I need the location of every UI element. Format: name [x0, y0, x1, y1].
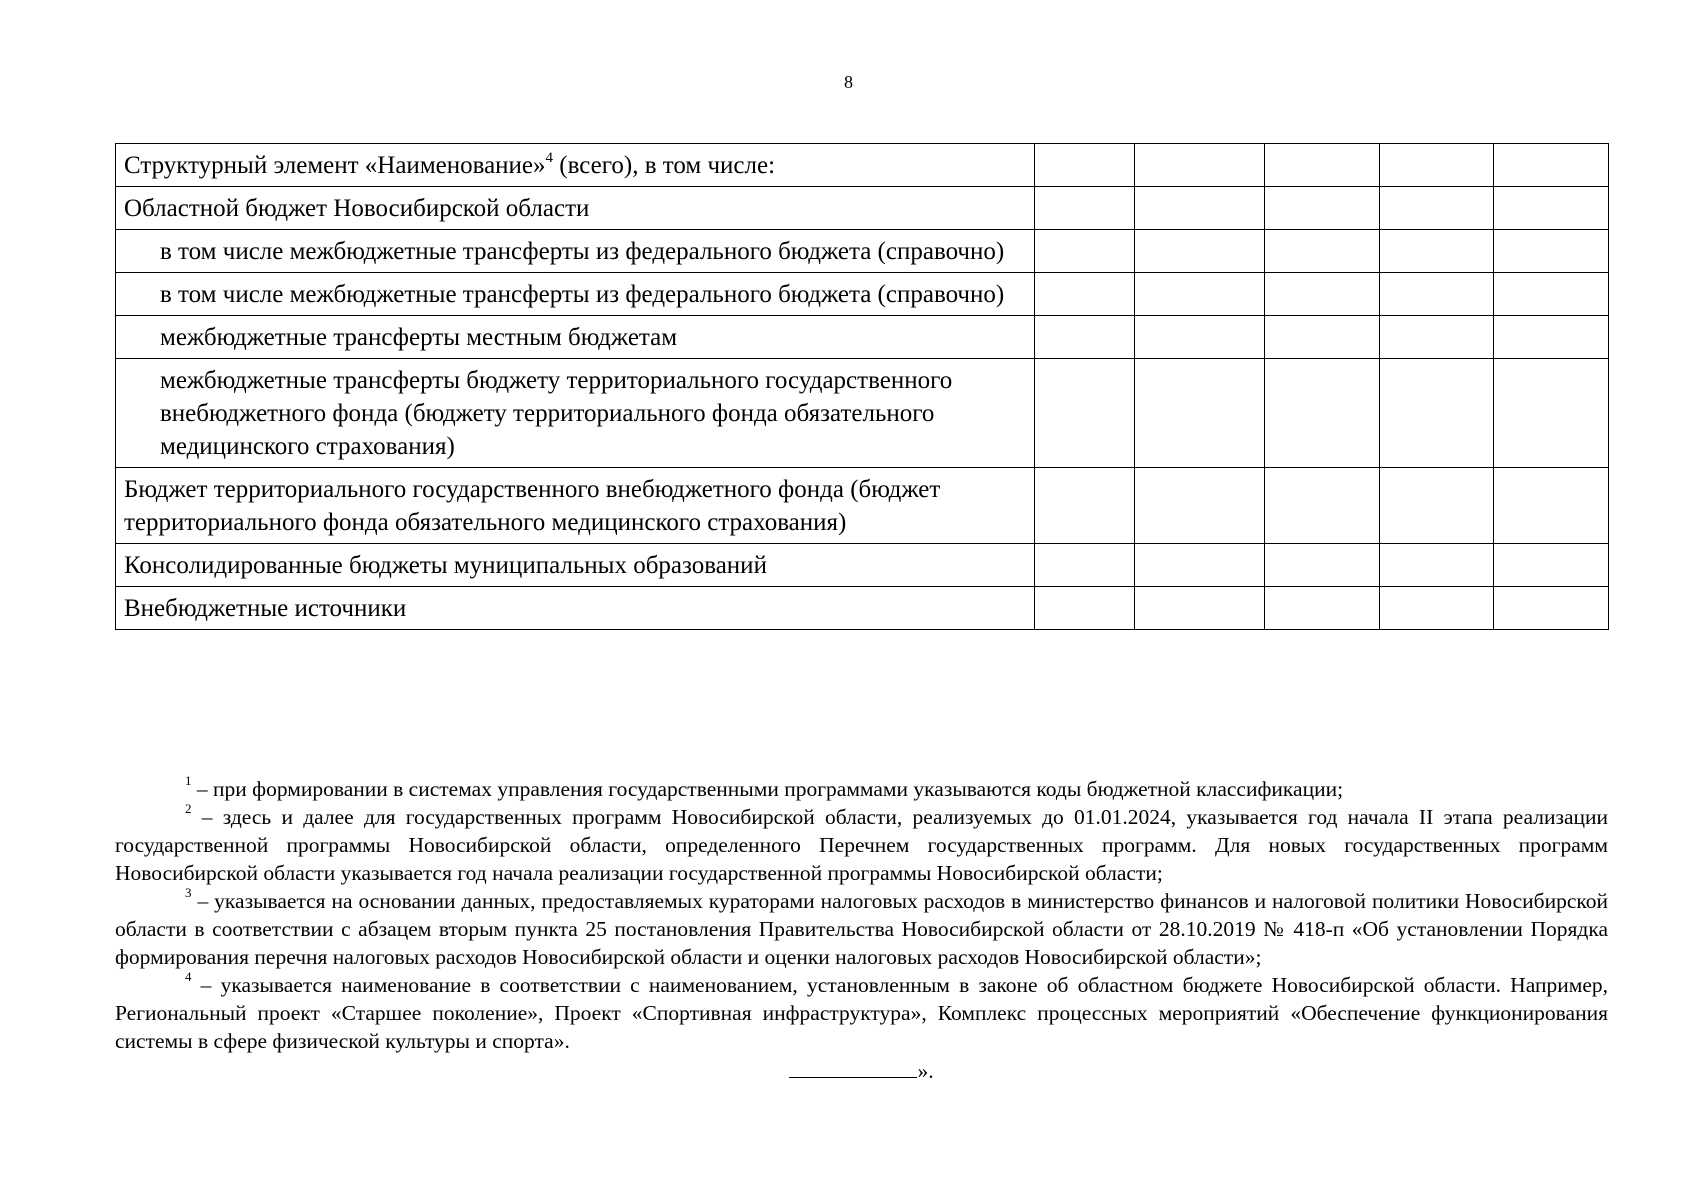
footnote-ref: 4 [545, 149, 554, 166]
footnote-text: – указывается наименование в соответствии с наименованием, установленным в законе об областном бюджете Новосибирской области. Например, Региональный проект «Старшее поколение», Проект «Спортивная инфраструктура», Комплекс процессных мероприятий «Обеспечение функционирования системы в сфере физической культуры и спорта». [115, 973, 1608, 1053]
value-cell [1494, 144, 1609, 187]
value-cell [1035, 230, 1135, 273]
value-cell [1380, 230, 1494, 273]
value-cell [1265, 316, 1380, 359]
row-label [116, 587, 1035, 630]
row-label [116, 144, 1035, 187]
row-label-text: Структурный элемент «Наименование» [124, 152, 546, 179]
row-label-text: Областной бюджет Новосибирской области [124, 195, 590, 222]
footnote-mark: 3 [185, 884, 192, 900]
table-row [116, 468, 1609, 544]
value-cell [1494, 468, 1609, 544]
value-cell [1135, 316, 1265, 359]
value-cell [1135, 544, 1265, 587]
funding-table [115, 143, 1609, 630]
footnote-mark: 1 [185, 772, 192, 788]
row-label-text: Бюджет территориального государственного внебюджетного фонда (бюджет территориального фонда обязательного медицинского страхования) [124, 476, 941, 536]
value-cell [1494, 187, 1609, 230]
value-cell [1135, 359, 1265, 468]
closing-quote: ». [917, 1059, 934, 1083]
footnote [115, 968, 1608, 1055]
value-cell [1380, 144, 1494, 187]
value-cell [1135, 187, 1265, 230]
table-row [116, 273, 1609, 316]
row-label [116, 187, 1035, 230]
row-label-tail: (всего), в том числе: [553, 152, 776, 179]
value-cell [1035, 544, 1135, 587]
value-cell [1135, 587, 1265, 630]
value-cell [1135, 468, 1265, 544]
value-cell [1494, 359, 1609, 468]
value-cell [1494, 587, 1609, 630]
closing-mark [115, 1057, 1608, 1085]
value-cell [1265, 359, 1380, 468]
value-cell [1135, 144, 1265, 187]
value-cell [1380, 187, 1494, 230]
value-cell [1494, 273, 1609, 316]
value-cell [1035, 273, 1135, 316]
value-cell [1035, 359, 1135, 468]
value-cell [1035, 144, 1135, 187]
row-label-text: межбюджетные трансферты бюджету территориального государственного внебюджетного фонда (бюджету территориального фонда обязательного медицинского страхования) [160, 367, 953, 460]
footnote-text: – указывается на основании данных, предоставляемых кураторами налоговых расходов в министерство финансов и налоговой политики Новосибирской области в соответствии с абзацем вторым пункта 25 постановления Правительства Новосибирской области от 28.10.2019 № 418-п «Об установлении Порядка формирования перечня налоговых расходов Новосибирской области и оценки налоговых расходов Новосибирской области»; [115, 889, 1608, 969]
row-label [116, 544, 1035, 587]
table-row [116, 230, 1609, 273]
footnote [115, 884, 1608, 971]
row-label [116, 468, 1035, 544]
value-cell [1035, 187, 1135, 230]
footnotes [115, 772, 1608, 1085]
footnote-mark: 2 [185, 800, 192, 816]
table-row [116, 359, 1609, 468]
footnote-text: – здесь и далее для государственных программ Новосибирской области, реализуемых до 01.01.2024, указывается год начала II этапа реализации государственной программы Новосибирской области, определенного Перечнем государственных программ. Для новых государственных программ Новосибирской области указывается год начала реализации государственной программы Новосибирской области; [115, 805, 1608, 885]
value-cell [1380, 316, 1494, 359]
value-cell [1135, 230, 1265, 273]
value-cell [1380, 468, 1494, 544]
table-row [116, 316, 1609, 359]
row-label [116, 230, 1035, 273]
table-row [116, 187, 1609, 230]
value-cell [1035, 468, 1135, 544]
table-row [116, 144, 1609, 187]
value-cell [1380, 544, 1494, 587]
row-label [116, 273, 1035, 316]
row-label-text: в том числе межбюджетные трансферты из федерального бюджета (справочно) [160, 281, 1005, 308]
value-cell [1035, 316, 1135, 359]
value-cell [1494, 316, 1609, 359]
value-cell [1265, 468, 1380, 544]
footnote [115, 772, 1608, 803]
table-row [116, 544, 1609, 587]
value-cell [1494, 230, 1609, 273]
row-label-text: межбюджетные трансферты местным бюджетам [160, 324, 678, 351]
value-cell [1265, 587, 1380, 630]
value-cell [1494, 544, 1609, 587]
row-label [116, 359, 1035, 468]
page-number: 8 [844, 72, 853, 92]
value-cell [1035, 587, 1135, 630]
value-cell [1135, 273, 1265, 316]
row-label-text: в том числе межбюджетные трансферты из федерального бюджета (справочно) [160, 238, 1005, 265]
row-label-text: Внебюджетные источники [124, 595, 407, 622]
row-label-text: Консолидированные бюджеты муниципальных образований [124, 552, 767, 579]
signature-rule [789, 1057, 917, 1078]
value-cell [1265, 187, 1380, 230]
row-label [116, 316, 1035, 359]
value-cell [1380, 273, 1494, 316]
value-cell [1265, 144, 1380, 187]
footnote-list [115, 772, 1608, 1055]
footnote [115, 800, 1608, 887]
value-cell [1380, 359, 1494, 468]
value-cell [1265, 544, 1380, 587]
table-row [116, 587, 1609, 630]
value-cell [1265, 230, 1380, 273]
footnote-text: – при формировании в системах управления государственными программами указываются коды бюджетной классификации; [191, 777, 1344, 801]
funding-table-body [116, 144, 1609, 630]
value-cell [1380, 587, 1494, 630]
value-cell [1265, 273, 1380, 316]
footnote-mark: 4 [185, 968, 192, 984]
